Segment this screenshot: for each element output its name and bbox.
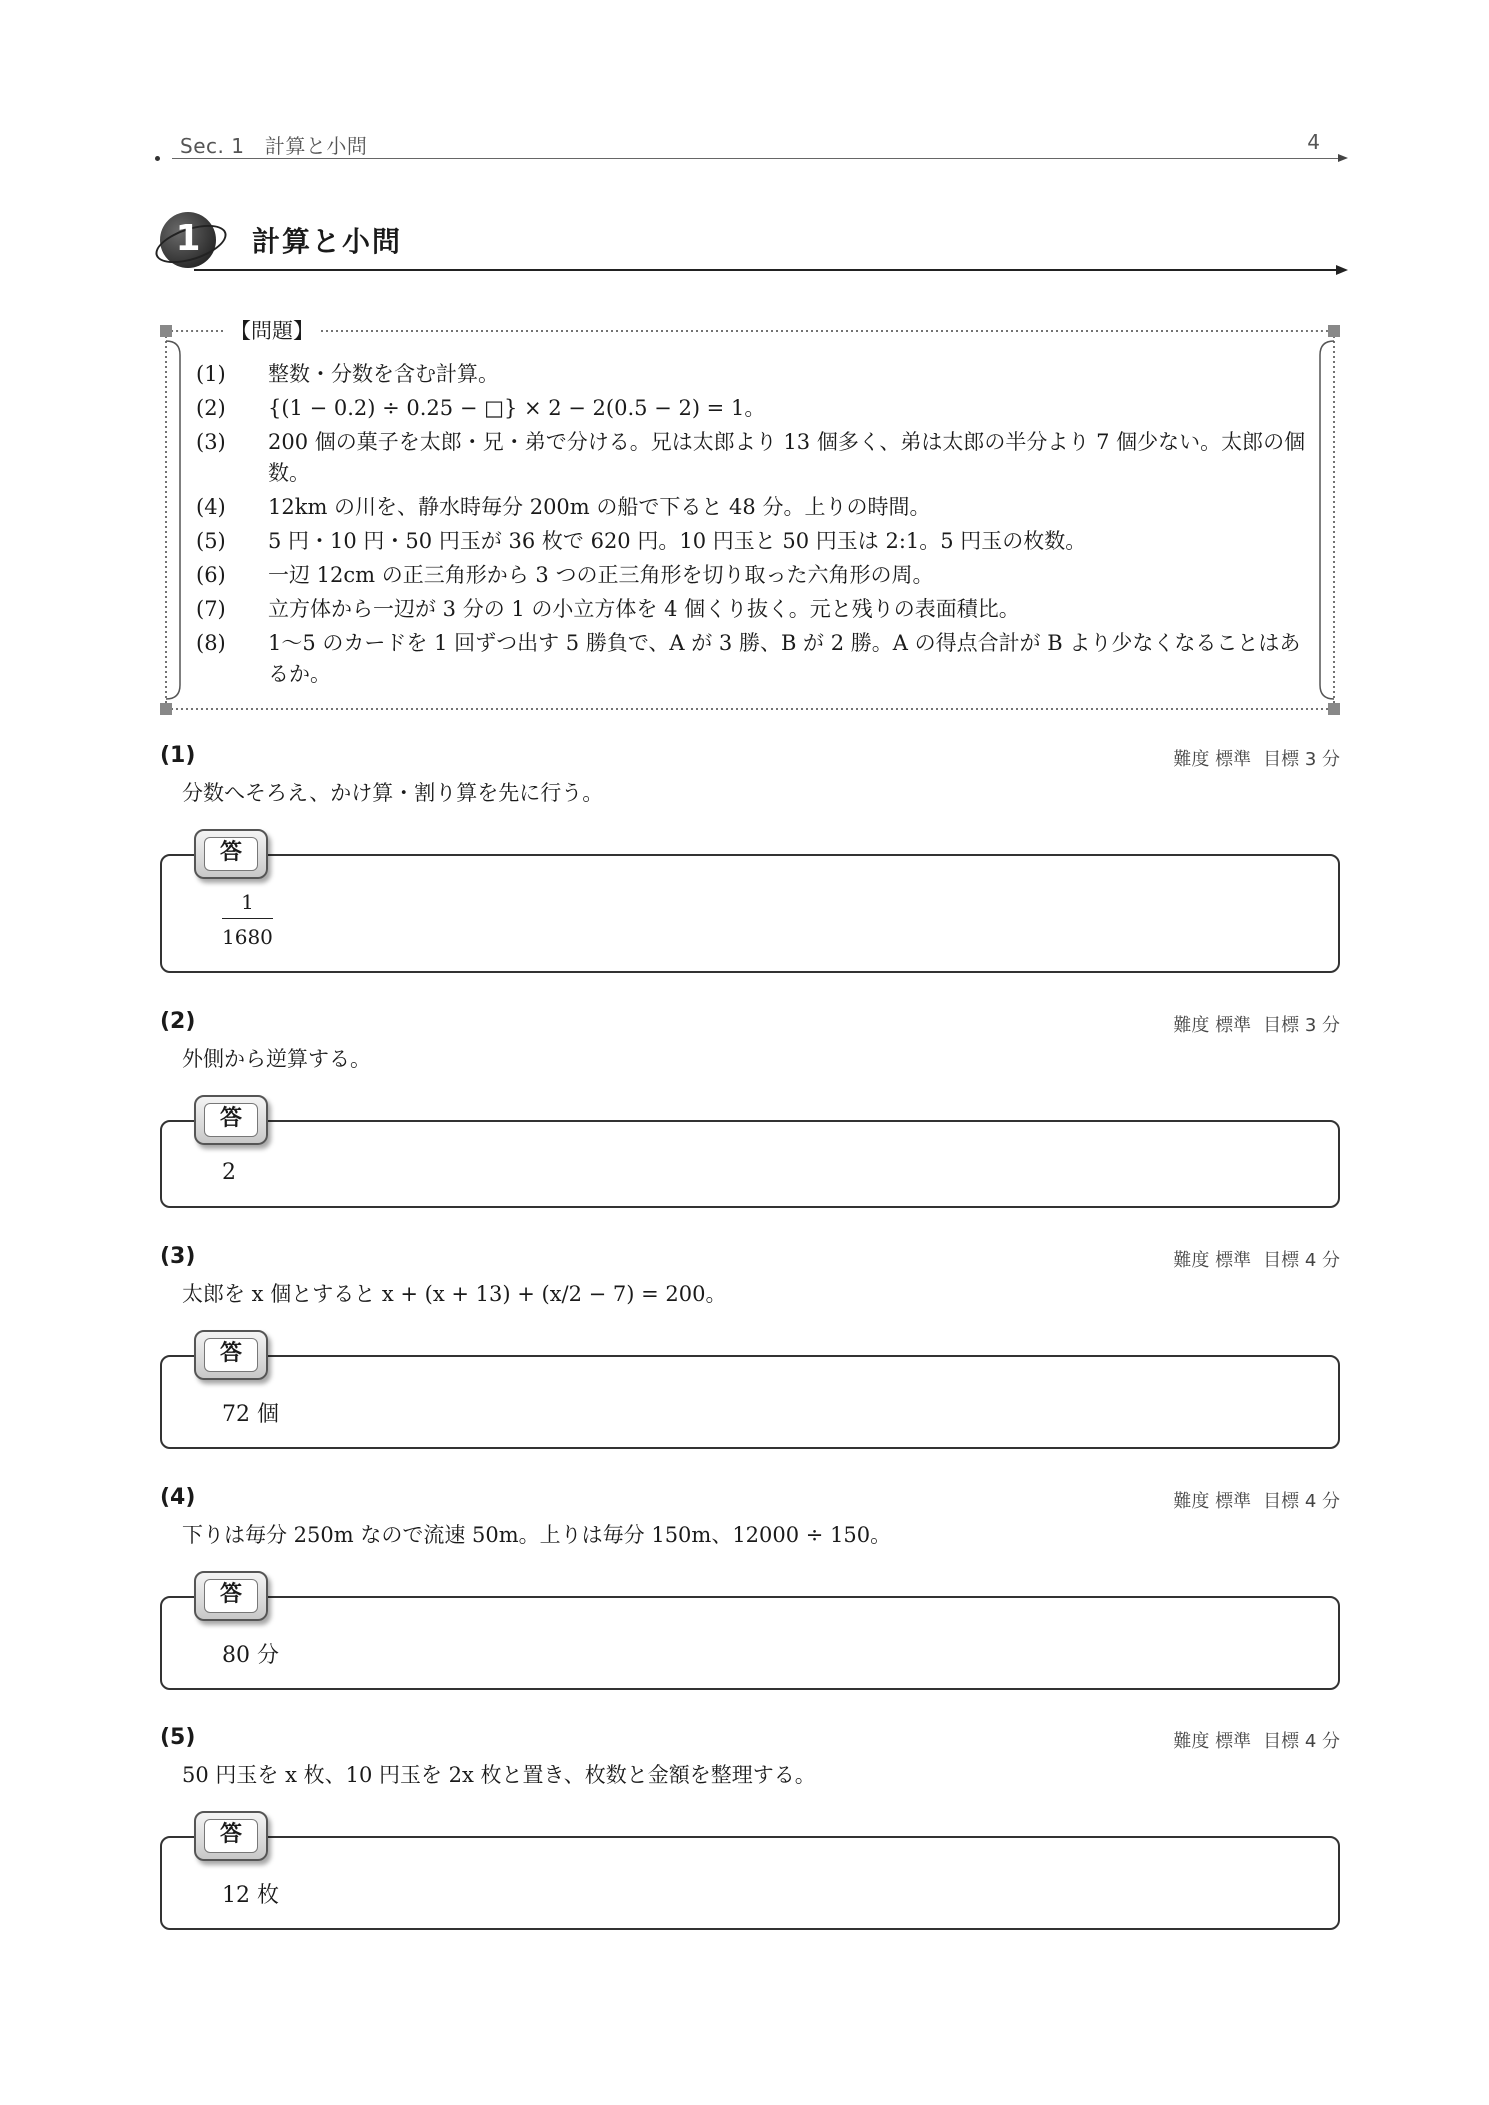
problem-box [160,319,1340,715]
solution-4 [160,1485,1340,1690]
answer-box [160,1836,1340,1930]
answer-fraction [222,890,273,949]
solution-hint: 分数へそろえ、かけ算・割り算を先に行う。 [182,781,604,805]
section-badge [160,212,216,268]
solution-meta [1161,745,1340,771]
page-number: 4 [1307,130,1320,154]
problem-text: 一辺 12cm の正三角形から 3 つの正三角形を切り取った六角形の周。 [268,563,934,587]
answer-box [160,1596,1340,1690]
solution-number: (3) [160,1244,196,1269]
problem-number: (1) [196,362,226,386]
problem-item [196,628,1306,690]
target-time: 目標 4 分 [1263,1491,1340,1512]
fraction-numerator: 1 [222,890,273,919]
answer-tab [194,1811,268,1861]
problem-text: 立方体から一辺が 3 分の 1 の小立方体を 4 個くり抜く。元と残りの表面積比。 [268,597,1020,621]
difficulty-label: 難度 標準 [1173,1491,1252,1512]
target-time: 目標 3 分 [1263,1015,1340,1036]
problem-text: 200 個の菓子を太郎・兄・弟で分ける。兄は太郎より 13 個多く、弟は太郎の半分より 7 個少ない。太郎の個数。 [268,430,1306,485]
answer-tab-label: 答 [204,1103,258,1137]
section-arrow-icon [1336,265,1348,275]
fraction-denominator: 1680 [222,925,273,949]
problem-item [196,427,1306,489]
difficulty-label: 難度 標準 [1173,749,1252,770]
section-title [160,212,1340,278]
problem-number: (8) [196,631,226,655]
problem-text: 12km の川を、静水時毎分 200m の船で下ると 48 分。上りの時間。 [268,495,931,519]
answer-tab-label: 答 [204,1579,258,1613]
problem-text: 1〜5 のカードを 1 回ずつ出す 5 勝負で、A が 3 勝、B が 2 勝。A の得点合計が B より少なくなることはあるか。 [268,631,1301,686]
answer-value: 2 [222,1160,236,1185]
answer-tab-label: 答 [204,1338,258,1372]
answer-value: 72 個 [222,1402,279,1427]
header-arrow-icon [1338,154,1348,162]
answer-tab-label: 答 [204,837,258,871]
answer-value [222,890,273,950]
problem-number: (6) [196,563,226,587]
answer-box [160,1120,1340,1208]
answer-tab [194,1095,268,1145]
section-label: 計算と小問 [252,225,403,258]
problem-item [196,526,1306,557]
solution-5 [160,1725,1340,1930]
answer-tab-label: 答 [204,1819,258,1853]
solution-hint: 太郎を x 個とすると x + (x + 13) + (x/2 − 7) = 200。 [182,1282,727,1306]
solution-number: (2) [160,1009,196,1034]
difficulty-label: 難度 標準 [1173,1015,1252,1036]
solution-1 [160,743,1340,979]
problem-item [196,594,1306,625]
problem-number: (2) [196,396,226,420]
target-time: 目標 4 分 [1263,1250,1340,1271]
solution-hint: 50 円玉を x 枚、10 円玉を 2x 枚と置き、枚数と金額を整理する。 [182,1763,816,1787]
answer-box [160,1355,1340,1449]
solution-meta [1161,1011,1340,1037]
answer-box [160,854,1340,973]
solution-3 [160,1244,1340,1449]
solution-meta [1161,1487,1340,1513]
problem-item [196,560,1306,591]
problem-box-title: 【問題】 [226,315,318,345]
target-time: 目標 4 分 [1263,1731,1340,1752]
solution-meta [1161,1727,1340,1753]
problem-text: {(1 − 0.2) ÷ 0.25 − □} × 2 − 2(0.5 − 2) = 1。 [268,396,766,420]
answer-tab [194,829,268,879]
problem-text: 整数・分数を含む計算。 [268,362,499,386]
problem-item [196,492,1306,523]
answer-tab [194,1330,268,1380]
problem-number: (4) [196,495,226,519]
section-rule [194,269,1340,271]
problem-item [196,393,1306,424]
solution-hint: 下りは毎分 250m なので流速 50m。上りは毎分 150m、12000 ÷ 150。 [182,1523,892,1547]
problem-item [196,359,1306,390]
answer-value: 80 分 [222,1643,279,1668]
solution-number: (4) [160,1485,196,1510]
problem-text: 5 円・10 円・50 円玉が 36 枚で 620 円。10 円玉と 50 円玉は 2:1。5 円玉の枚数。 [268,529,1087,553]
section-number: 1 [175,218,201,259]
answer-value: 12 枚 [222,1883,279,1908]
solution-meta [1161,1246,1340,1272]
header-dot [155,156,160,161]
solution-hint: 外側から逆算する。 [182,1047,371,1071]
difficulty-label: 難度 標準 [1173,1731,1252,1752]
difficulty-label: 難度 標準 [1173,1250,1252,1271]
solution-number: (5) [160,1725,196,1750]
problem-list [196,359,1306,693]
problem-number: (3) [196,430,226,454]
problem-number: (5) [196,529,226,553]
header-section: Sec. 1 計算と小問 [180,134,368,158]
answer-tab [194,1571,268,1621]
page-header [160,128,1340,164]
solution-number: (1) [160,743,196,768]
solution-2 [160,1009,1340,1214]
target-time: 目標 3 分 [1263,749,1340,770]
problem-number: (7) [196,597,226,621]
